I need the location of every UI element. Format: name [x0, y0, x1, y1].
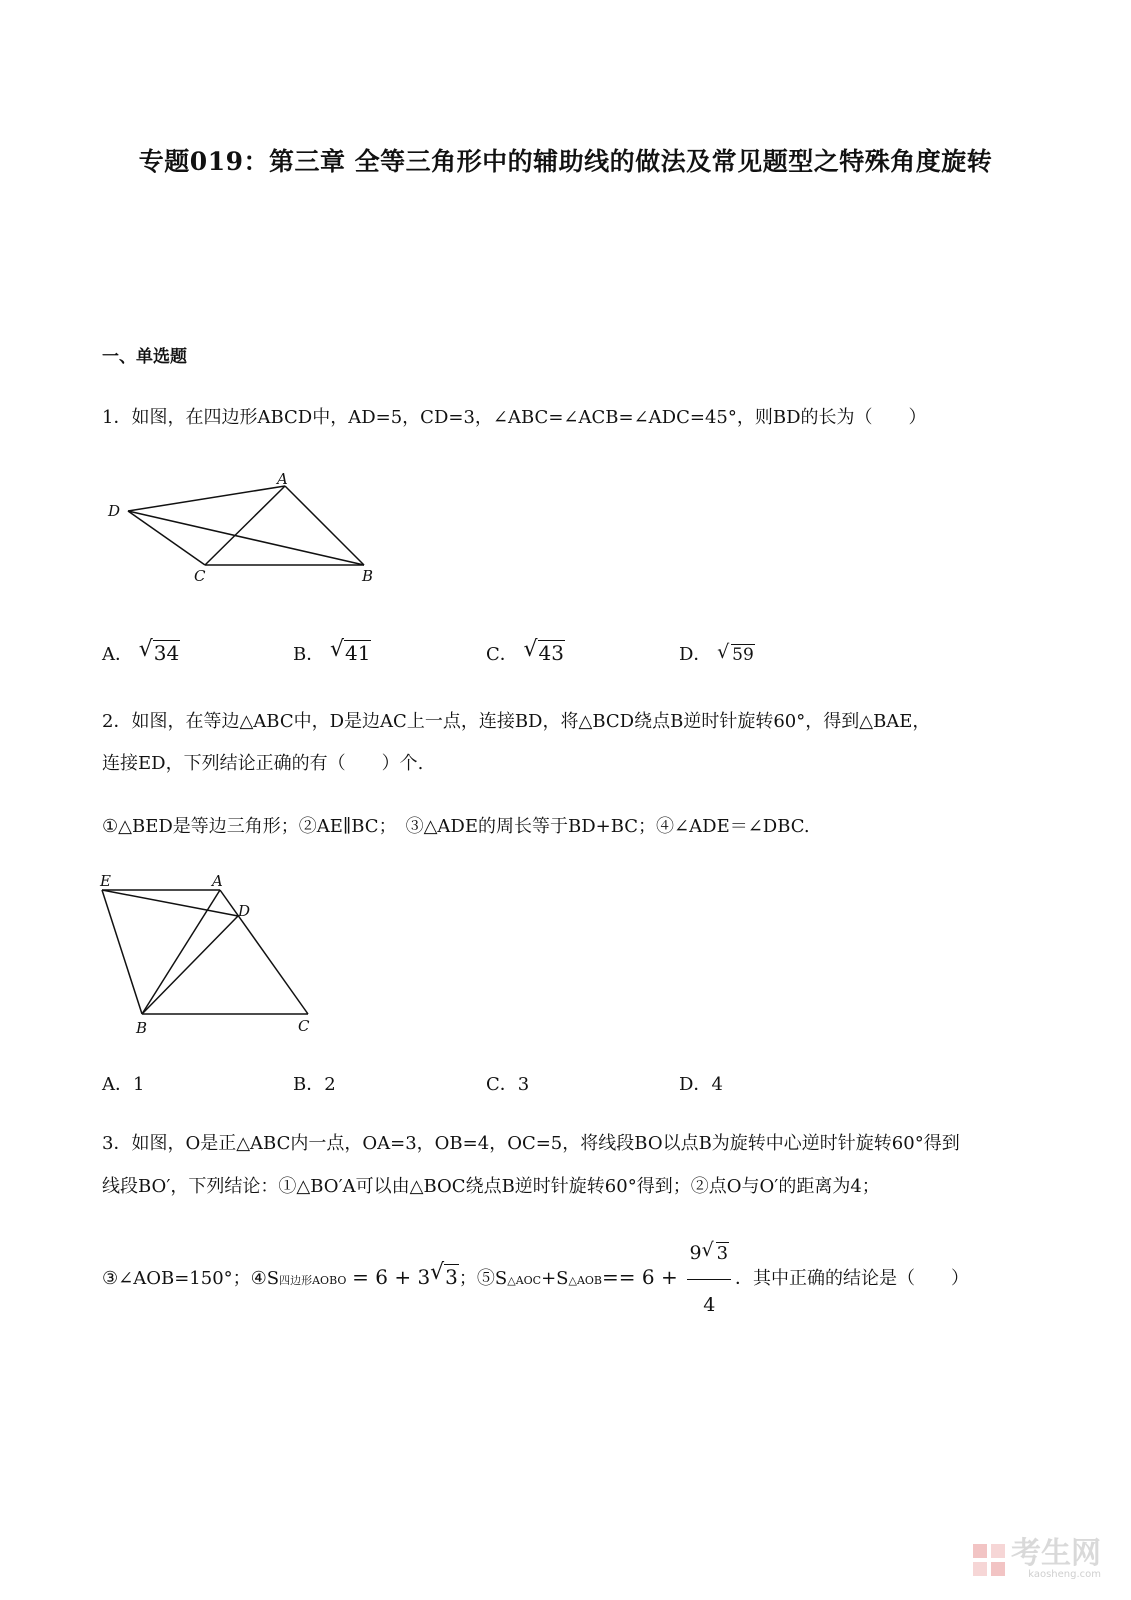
label-point-e: E: [100, 872, 111, 890]
segment-da: [128, 486, 285, 511]
option-label: B．: [293, 1074, 325, 1095]
q2-option-a[interactable]: [102, 1070, 144, 1096]
logo-url: kaosheng.com: [1028, 1569, 1101, 1580]
math-expression: = 6 + 3: [352, 1265, 431, 1289]
label-point-c: C: [298, 1017, 310, 1035]
math-expression: == 6 +: [602, 1265, 678, 1289]
option-value: 3: [517, 1074, 530, 1095]
option-label: A．: [102, 1074, 133, 1095]
option-label: C．: [486, 1074, 518, 1095]
option-label: C．: [486, 644, 518, 665]
option-label: D．: [679, 1074, 712, 1095]
segment-bd: [142, 916, 238, 1014]
option-label: B．: [293, 644, 325, 665]
sqrt-expression: √ 34: [138, 637, 180, 665]
sqrt-expression: √ 59: [717, 641, 754, 665]
question-2-line-2: 连接ED，下列结论正确的有（ ）个.: [102, 753, 424, 774]
question-2-statements: ①△BED是等边三角形；②AE∥BC； ③△ADE的周长等于BD+BC；④∠ADE＝∠DBC.: [102, 816, 810, 837]
label-point-d: D: [238, 902, 251, 920]
label-point-b: B: [136, 1019, 148, 1037]
q1-option-d[interactable]: [679, 640, 755, 666]
question-3-line-2: 线段BO′，下列结论：①△BO′A可以由△BOC绕点B逆时针旋转60°得到；②点O与O′的距离为4；: [102, 1176, 880, 1197]
sqrt-expression: √ 3: [430, 1260, 458, 1289]
label-point-b: B: [362, 567, 374, 585]
question-1-text: 1．如图，在四边形ABCD中，AD=5，CD=3，∠ABC=∠ACB=∠ADC=45°，则BD的长为（ ）: [102, 407, 927, 428]
segment-ab: [285, 486, 364, 565]
option-value: 2: [324, 1074, 336, 1095]
option-label: D．: [679, 644, 712, 665]
sqrt-expression: √ 43: [523, 637, 564, 665]
section-heading: 一、单选题: [102, 347, 187, 367]
label-point-a: A: [277, 470, 288, 488]
subscript: △AOC: [507, 1274, 542, 1287]
option-value: 4: [711, 1074, 723, 1095]
page-title: 专题019：第三章 全等三角形中的辅助线的做法及常见题型之特殊角度旋转: [138, 147, 993, 176]
logo-brand: 考生网: [1011, 1536, 1101, 1571]
segment-db: [128, 511, 364, 565]
q2-option-b[interactable]: [293, 1070, 336, 1096]
q2-option-c[interactable]: [486, 1070, 529, 1096]
segment-eb: [102, 890, 142, 1014]
q1-option-c[interactable]: [486, 637, 565, 666]
segment-ac: [220, 890, 308, 1014]
q1-option-a[interactable]: [102, 637, 180, 666]
question-2-line-1: 2．如图，在等边△ABC中，D是边AC上一点，连接BD，将△BCD绕点B逆时针旋转60°，得到△BAE，: [102, 711, 931, 732]
subscript: 四边形AOBO: [279, 1274, 347, 1287]
segment-ac: [205, 486, 285, 565]
logo-icon: [971, 1542, 1007, 1578]
question-3-line-3: ③∠AOB=150°；④S四边形AOBO = 6 + 3 √ 3；⑤S△AOC+S△AOB== 6 + 9 √ 3 4 ．其中正确的结论是（ ）: [102, 1228, 969, 1330]
question-3-line-1: 3．如图，O是正△ABC内一点，OA=3，OB=4，OC=5，将线段BO以点B为旋转中心逆时针旋转60°得到: [102, 1133, 960, 1154]
label-point-d: D: [108, 502, 121, 520]
q1-option-b[interactable]: [293, 637, 371, 666]
label-point-a: A: [212, 872, 223, 890]
option-label: A．: [102, 644, 133, 665]
question-1-figure: [100, 468, 390, 588]
question-2-figure: [96, 868, 326, 1040]
segment-ab: [142, 890, 220, 1014]
sqrt-expression: √ 41: [329, 637, 371, 665]
fraction: 9 √ 3 4: [687, 1228, 731, 1330]
watermark-logo: [971, 1536, 1101, 1580]
q2-option-d[interactable]: [679, 1070, 723, 1096]
label-point-c: C: [194, 567, 206, 585]
subscript: △AOB: [568, 1274, 603, 1287]
option-value: 1: [133, 1074, 145, 1095]
